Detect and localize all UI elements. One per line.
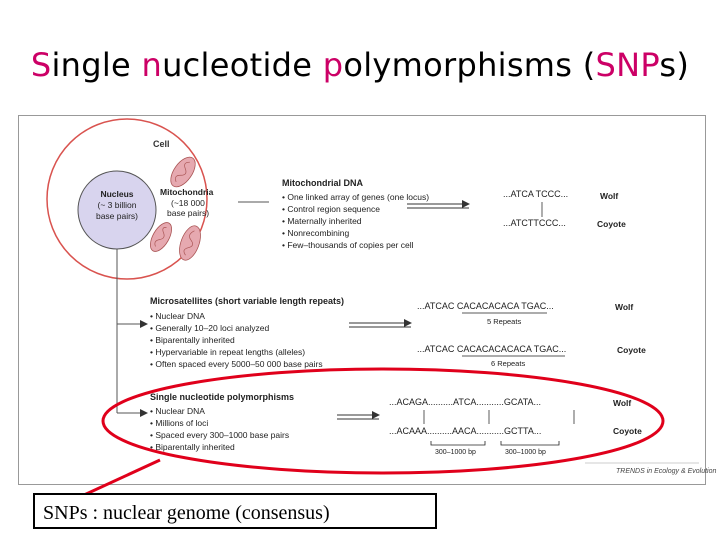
snp-heading: Single nucleotide polymorphisms — [150, 392, 295, 402]
nucleus-size-unit: base pairs) — [95, 211, 139, 221]
snp-bullet: • Spaced every 300–1000 base pairs — [150, 430, 290, 440]
microsat-bullet: • Hypervariable in repeat lengths (alleles) — [150, 347, 306, 357]
title-highlight: p — [322, 46, 344, 84]
mtdna-label-coyote: Coyote — [597, 219, 626, 229]
mitochondria-size-unit: base pairs) — [167, 208, 210, 218]
cell-label: Cell — [153, 139, 170, 149]
spacing-bracket — [431, 441, 485, 445]
snp-seq-wolf: ...ACAGA..........ATCA...........GCATA... — [389, 397, 542, 407]
snp-bullet: • Nuclear DNA — [150, 406, 205, 416]
microsat-repeats-wolf: 5 Repeats — [487, 317, 522, 326]
microsat-seq-wolf: ...ATCAC CACACACACA TGAC... — [417, 301, 554, 311]
mtdna-bullet: • Control region sequence — [282, 204, 380, 214]
microsat-repeats-coyote: 6 Repeats — [491, 359, 526, 368]
mitochondria-label: Mitochondria — [160, 187, 214, 197]
microsat-label-wolf: Wolf — [615, 302, 634, 312]
microsat-bullet: • Nuclear DNA — [150, 311, 205, 321]
mtdna-bullet: • Nonrecombining — [282, 228, 350, 238]
title-text: olymorphisms ( — [343, 46, 596, 84]
microsat-label-coyote: Coyote — [617, 345, 646, 355]
microsat-heading: Microsatellites (short variable length repeats) — [150, 296, 345, 306]
snp-label-wolf: Wolf — [613, 398, 632, 408]
mitochondria-size: (~18 000 — [171, 198, 205, 208]
figure-panel — [18, 115, 717, 485]
microsat-bullet: • Often spaced every 5000–50 000 base pairs — [150, 359, 323, 369]
title-highlight: n — [141, 46, 163, 84]
snp-label-coyote: Coyote — [613, 426, 642, 436]
microsat-bullet: • Generally 10–20 loci analyzed — [150, 323, 270, 333]
title-highlight: S — [30, 46, 52, 84]
snp-bullet: • Biparentally inherited — [150, 442, 235, 452]
mtdna-seq-wolf: ...ATCA TCCC... — [503, 189, 569, 199]
mtdna-bullet: • One linked array of genes (one locus) — [282, 192, 430, 202]
mtdna-bullet: • Few–thousands of copies per cell — [282, 240, 414, 250]
source-credit: TRENDS in Ecology & Evolution — [616, 468, 717, 475]
caption-box — [33, 493, 437, 529]
mtdna-bullet: • Maternally inherited — [282, 216, 362, 226]
nucleus-label: Nucleus — [100, 189, 134, 199]
spacing-bracket — [501, 441, 559, 445]
title-text: ingle — [51, 46, 142, 84]
title-text: ucleotide — [162, 46, 323, 84]
title-highlight: SNP — [595, 46, 660, 84]
microsat-bullet: • Biparentally inherited — [150, 335, 235, 345]
microsat-seq-coyote: ...ATCAC CACACACACACA TGAC... — [417, 344, 567, 354]
mtdna-seq-coyote: ...ATCTTCCC... — [503, 218, 566, 228]
snp-spacing-2: 300–1000 bp — [505, 449, 546, 456]
nucleus-size: (~ 3 billion — [97, 200, 137, 210]
slide-title — [0, 46, 720, 84]
mtdna-label-wolf: Wolf — [600, 191, 619, 201]
snp-spacing-1: 300–1000 bp — [435, 449, 476, 456]
snp-bullet: • Millions of loci — [150, 418, 209, 428]
mtdna-heading: Mitochondrial DNA — [282, 178, 363, 188]
snp-seq-coyote: ...ACAAA..........AACA...........GCTTA... — [389, 426, 542, 436]
title-text: s) — [659, 46, 690, 84]
nucleus — [78, 171, 156, 249]
caption-text: SNPs : nuclear genome (consensus) — [43, 502, 330, 524]
